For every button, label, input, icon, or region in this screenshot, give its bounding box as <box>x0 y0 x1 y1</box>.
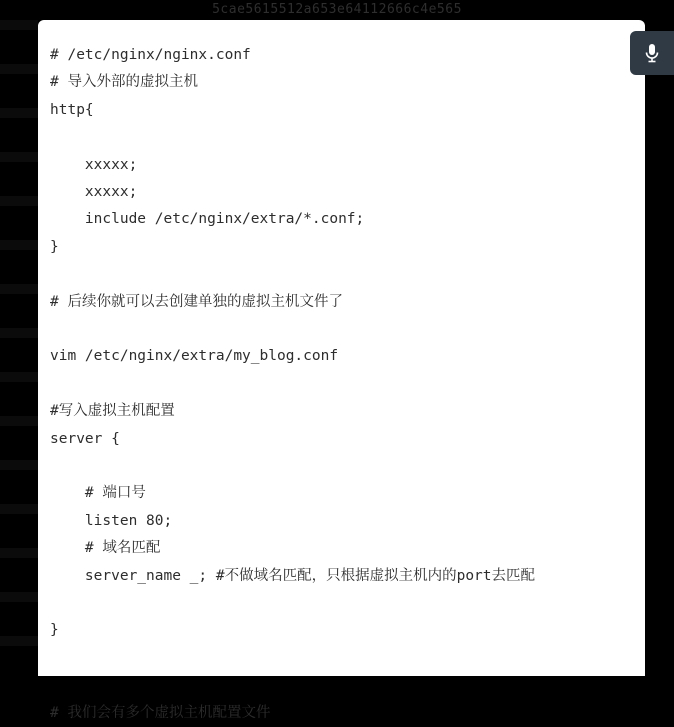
code-line <box>50 672 631 699</box>
code-line: } <box>50 238 59 255</box>
right-edge-gutter <box>645 0 674 676</box>
code-line: server { <box>50 430 120 447</box>
code-line <box>50 261 631 288</box>
code-line: # 域名匹配 <box>50 540 161 557</box>
code-line <box>50 124 631 151</box>
code-block <box>38 20 645 727</box>
code-line <box>50 590 631 617</box>
code-line: # /etc/nginx/nginx.conf <box>50 47 251 63</box>
code-line: } <box>50 622 59 639</box>
code-line: include /etc/nginx/extra/*.conf; <box>50 211 365 228</box>
code-line <box>50 453 631 480</box>
code-line: vim /etc/nginx/extra/my_blog.conf <box>50 348 339 365</box>
code-line: # 端口号 <box>50 485 146 502</box>
code-line <box>50 316 631 343</box>
microphone-button[interactable] <box>630 31 674 75</box>
code-line: # 我们会有多个虚拟主机配置文件 <box>50 704 271 721</box>
watermark-text: 5cae5615512a653e64112666c4e565 <box>212 2 462 17</box>
code-line: # 导入外部的虚拟主机 <box>50 74 198 91</box>
code-line: # 后续你就可以去创建单独的虚拟主机文件了 <box>50 293 343 310</box>
code-content-card <box>38 20 645 721</box>
code-line: listen 80; <box>50 512 173 529</box>
code-line: xxxxx; <box>50 184 138 201</box>
code-line <box>50 645 631 672</box>
microphone-icon <box>643 42 661 64</box>
left-edge-strip <box>0 20 38 676</box>
code-line: server_name _; #不做域名匹配，只根据虚拟主机内的port去匹配 <box>50 567 536 584</box>
code-line: #写入虚拟主机配置 <box>50 403 175 420</box>
code-line: xxxxx; <box>50 156 138 173</box>
code-line <box>50 371 631 398</box>
code-line: http{ <box>50 101 94 118</box>
